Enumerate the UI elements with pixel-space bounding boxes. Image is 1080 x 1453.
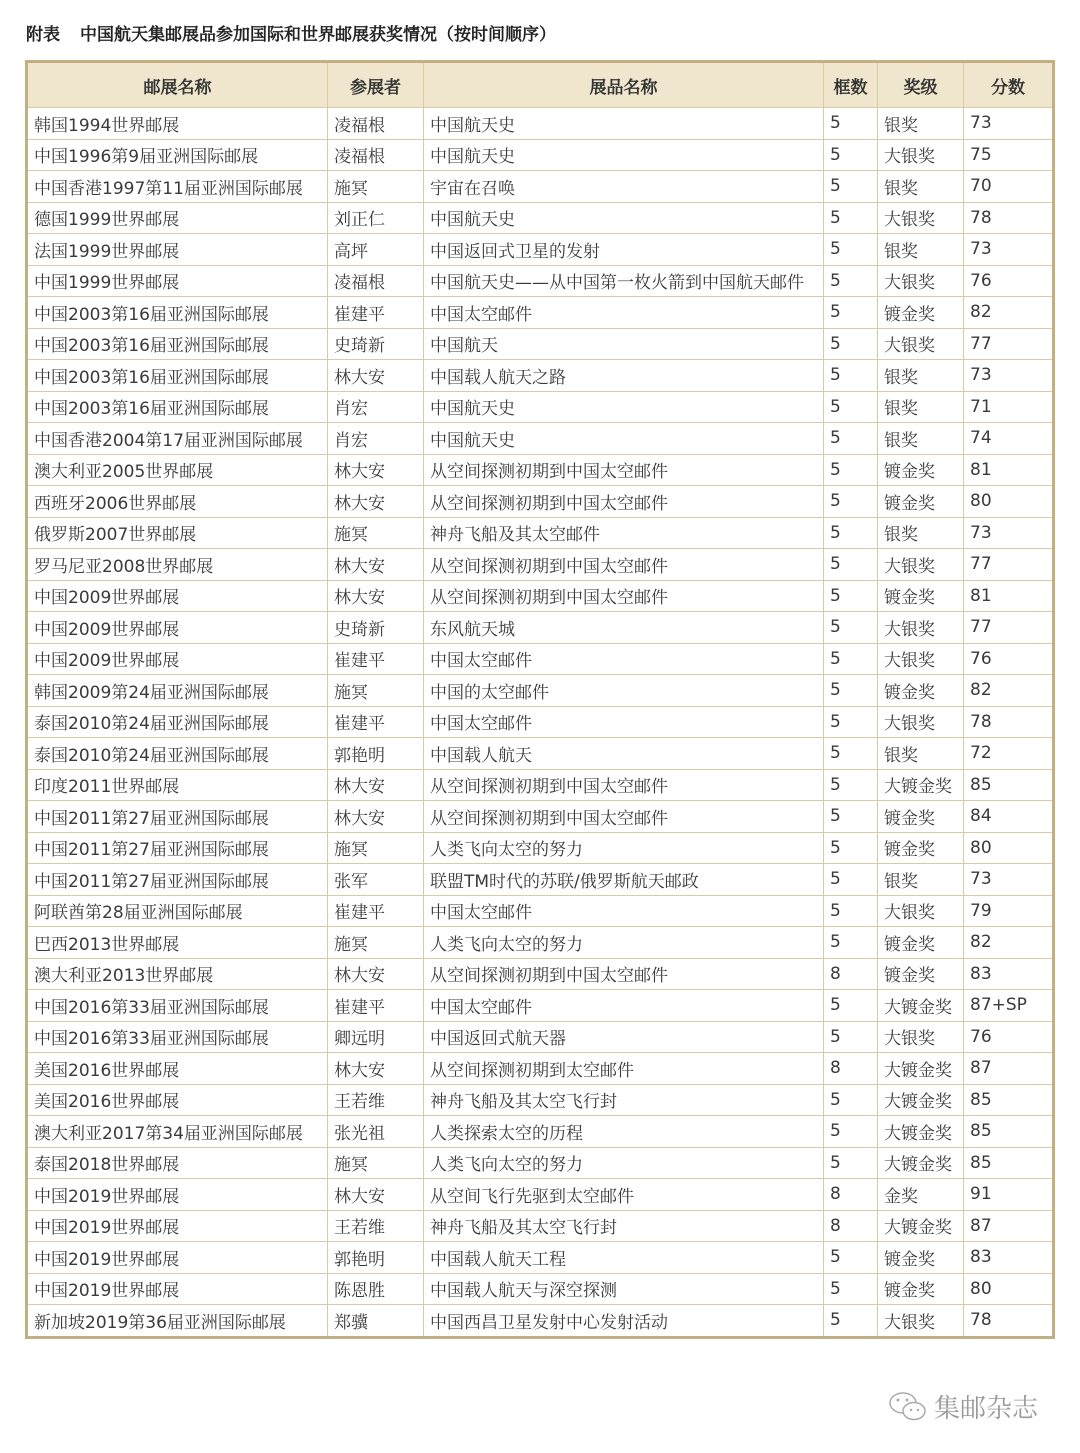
cell-award: 银奖: [878, 234, 964, 266]
table-row: [27, 895, 1054, 927]
cell-exhibition: 中国2011第27届亚洲国际邮展: [27, 864, 328, 896]
cell-exhibitor: 林大安: [328, 360, 424, 392]
cell-exhibition: 中国2009世界邮展: [27, 580, 328, 612]
column-header-award: 奖级: [878, 62, 964, 108]
cell-frames: 5: [824, 265, 878, 297]
cell-exhibitor: 崔建平: [328, 297, 424, 329]
cell-score: 80: [964, 832, 1054, 864]
cell-exhibition: 中国2011第27届亚洲国际邮展: [27, 801, 328, 833]
cell-exhibit: 从空间探测初期到中国太空邮件: [424, 801, 824, 833]
table-row: [27, 927, 1054, 959]
cell-exhibition: 中国2019世界邮展: [27, 1179, 328, 1211]
table-row: [27, 864, 1054, 896]
cell-exhibition: 中国2003第16届亚洲国际邮展: [27, 391, 328, 423]
cell-award: 镀金奖: [878, 958, 964, 990]
watermark: [888, 1388, 1038, 1425]
cell-exhibit: 从空间探测初期到中国太空邮件: [424, 958, 824, 990]
cell-score: 85: [964, 1084, 1054, 1116]
cell-score: 74: [964, 423, 1054, 455]
cell-exhibition: 澳大利亚2005世界邮展: [27, 454, 328, 486]
table-row: [27, 1179, 1054, 1211]
cell-award: 镀金奖: [878, 927, 964, 959]
cell-award: 镀金奖: [878, 832, 964, 864]
cell-exhibition: 韩国2009第24届亚洲国际邮展: [27, 675, 328, 707]
cell-score: 85: [964, 1116, 1054, 1148]
cell-exhibitor: 施冥: [328, 1147, 424, 1179]
cell-frames: 5: [824, 706, 878, 738]
cell-exhibitor: 崔建平: [328, 643, 424, 675]
cell-exhibitor: 郭艳明: [328, 1242, 424, 1274]
cell-exhibit: 东风航天城: [424, 612, 824, 644]
table-row: [27, 1116, 1054, 1148]
cell-frames: 5: [824, 612, 878, 644]
cell-frames: 5: [824, 517, 878, 549]
cell-score: 82: [964, 675, 1054, 707]
table-row: [27, 139, 1054, 171]
cell-exhibit: 中国航天史: [424, 423, 824, 455]
cell-exhibitor: 林大安: [328, 1179, 424, 1211]
cell-exhibition: 中国2019世界邮展: [27, 1273, 328, 1305]
table-row: [27, 643, 1054, 675]
cell-exhibitor: 施冥: [328, 927, 424, 959]
cell-award: 大银奖: [878, 1305, 964, 1338]
cell-exhibit: 中国航天: [424, 328, 824, 360]
cell-exhibition: 中国香港1997第11届亚洲国际邮展: [27, 171, 328, 203]
cell-exhibit: 中国航天史: [424, 202, 824, 234]
cell-score: 82: [964, 927, 1054, 959]
table-row: [27, 1021, 1054, 1053]
cell-award: 大银奖: [878, 549, 964, 581]
cell-award: 银奖: [878, 360, 964, 392]
cell-award: 大银奖: [878, 202, 964, 234]
table-row: [27, 108, 1054, 140]
cell-exhibition: 中国2019世界邮展: [27, 1242, 328, 1274]
cell-score: 83: [964, 958, 1054, 990]
table-row: [27, 769, 1054, 801]
cell-exhibit: 神舟飞船及其太空邮件: [424, 517, 824, 549]
cell-exhibit: 宇宙在召唤: [424, 171, 824, 203]
cell-exhibition: 中国香港2004第17届亚洲国际邮展: [27, 423, 328, 455]
cell-exhibition: 澳大利亚2017第34届亚洲国际邮展: [27, 1116, 328, 1148]
cell-frames: 5: [824, 139, 878, 171]
cell-award: 镀金奖: [878, 580, 964, 612]
cell-exhibitor: 林大安: [328, 580, 424, 612]
cell-exhibitor: 肖宏: [328, 423, 424, 455]
cell-exhibit: 中国西昌卫星发射中心发射活动: [424, 1305, 824, 1338]
cell-frames: 5: [824, 1116, 878, 1148]
cell-frames: 5: [824, 769, 878, 801]
table-row: [27, 1147, 1054, 1179]
table-row: [27, 391, 1054, 423]
cell-score: 79: [964, 895, 1054, 927]
cell-exhibit: 中国返回式航天器: [424, 1021, 824, 1053]
cell-exhibition: 澳大利亚2013世界邮展: [27, 958, 328, 990]
cell-award: 大镀金奖: [878, 1116, 964, 1148]
cell-award: 大银奖: [878, 895, 964, 927]
cell-award: 大银奖: [878, 265, 964, 297]
cell-award: 银奖: [878, 738, 964, 770]
cell-award: 镀金奖: [878, 454, 964, 486]
cell-exhibit: 联盟TM时代的苏联/俄罗斯航天邮政: [424, 864, 824, 896]
cell-frames: 5: [824, 486, 878, 518]
cell-exhibition: 俄罗斯2007世界邮展: [27, 517, 328, 549]
cell-exhibit: 从空间探测初期到中国太空邮件: [424, 580, 824, 612]
cell-frames: 5: [824, 234, 878, 266]
cell-exhibitor: 施冥: [328, 675, 424, 707]
column-header-exhibition: 邮展名称: [27, 62, 328, 108]
table-row: [27, 297, 1054, 329]
cell-award: 银奖: [878, 423, 964, 455]
cell-exhibition: 中国2003第16届亚洲国际邮展: [27, 360, 328, 392]
cell-award: 镀金奖: [878, 675, 964, 707]
cell-award: 银奖: [878, 864, 964, 896]
cell-award: 大银奖: [878, 139, 964, 171]
cell-exhibition: 中国2011第27届亚洲国际邮展: [27, 832, 328, 864]
cell-score: 77: [964, 328, 1054, 360]
cell-exhibition: 西班牙2006世界邮展: [27, 486, 328, 518]
table-row: [27, 517, 1054, 549]
cell-award: 大银奖: [878, 612, 964, 644]
column-header-exhibitor: 参展者: [328, 62, 424, 108]
cell-exhibit: 中国返回式卫星的发射: [424, 234, 824, 266]
table-row: [27, 738, 1054, 770]
table-row: [27, 234, 1054, 266]
table-row: [27, 580, 1054, 612]
cell-exhibition: 中国2003第16届亚洲国际邮展: [27, 328, 328, 360]
cell-frames: 5: [824, 832, 878, 864]
cell-score: 78: [964, 706, 1054, 738]
cell-exhibitor: 施冥: [328, 517, 424, 549]
cell-frames: 5: [824, 990, 878, 1022]
cell-exhibitor: 陈恩胜: [328, 1273, 424, 1305]
cell-exhibition: 美国2016世界邮展: [27, 1053, 328, 1085]
cell-exhibit: 中国太空邮件: [424, 643, 824, 675]
cell-score: 87: [964, 1053, 1054, 1085]
cell-award: 镀金奖: [878, 1242, 964, 1274]
cell-frames: 5: [824, 1273, 878, 1305]
cell-exhibition: 泰国2010第24届亚洲国际邮展: [27, 738, 328, 770]
cell-exhibit: 中国航天史——从中国第一枚火箭到中国航天邮件: [424, 265, 824, 297]
cell-exhibit: 中国太空邮件: [424, 297, 824, 329]
table-row: [27, 202, 1054, 234]
cell-exhibit: 从空间飞行先驱到太空邮件: [424, 1179, 824, 1211]
cell-exhibit: 从空间探测初期到中国太空邮件: [424, 486, 824, 518]
cell-award: 镀金奖: [878, 297, 964, 329]
cell-frames: 5: [824, 895, 878, 927]
cell-award: 镀金奖: [878, 1273, 964, 1305]
cell-score: 80: [964, 486, 1054, 518]
cell-exhibition: 罗马尼亚2008世界邮展: [27, 549, 328, 581]
cell-award: 大镀金奖: [878, 990, 964, 1022]
cell-exhibitor: 林大安: [328, 958, 424, 990]
cell-frames: 5: [824, 202, 878, 234]
cell-score: 91: [964, 1179, 1054, 1211]
cell-exhibit: 从空间探测初期到中国太空邮件: [424, 454, 824, 486]
table-row: [27, 1084, 1054, 1116]
cell-score: 72: [964, 738, 1054, 770]
cell-exhibitor: 史琦新: [328, 612, 424, 644]
cell-score: 87+SP: [964, 990, 1054, 1022]
cell-exhibit: 从空间探测初期到中国太空邮件: [424, 769, 824, 801]
cell-exhibit: 中国载人航天工程: [424, 1242, 824, 1274]
cell-exhibition: 中国2003第16届亚洲国际邮展: [27, 297, 328, 329]
cell-award: 大银奖: [878, 328, 964, 360]
table-row: [27, 1210, 1054, 1242]
table-row: [27, 1305, 1054, 1338]
awards-table: [25, 60, 1055, 1339]
cell-frames: 5: [824, 297, 878, 329]
cell-score: 84: [964, 801, 1054, 833]
cell-exhibitor: 林大安: [328, 486, 424, 518]
cell-exhibitor: 王若维: [328, 1210, 424, 1242]
cell-exhibit: 中国载人航天: [424, 738, 824, 770]
cell-score: 71: [964, 391, 1054, 423]
cell-score: 76: [964, 643, 1054, 675]
cell-score: 70: [964, 171, 1054, 203]
cell-exhibit: 中国航天史: [424, 139, 824, 171]
cell-frames: 5: [824, 454, 878, 486]
cell-exhibition: 泰国2010第24届亚洲国际邮展: [27, 706, 328, 738]
cell-exhibitor: 郭艳明: [328, 738, 424, 770]
cell-exhibit: 中国太空邮件: [424, 895, 824, 927]
cell-score: 73: [964, 234, 1054, 266]
cell-frames: 5: [824, 1305, 878, 1338]
cell-award: 大镀金奖: [878, 1210, 964, 1242]
cell-frames: 8: [824, 1210, 878, 1242]
cell-frames: 5: [824, 391, 878, 423]
cell-frames: 5: [824, 675, 878, 707]
cell-frames: 5: [824, 927, 878, 959]
cell-score: 87: [964, 1210, 1054, 1242]
cell-score: 78: [964, 202, 1054, 234]
cell-score: 77: [964, 612, 1054, 644]
cell-frames: 5: [824, 549, 878, 581]
cell-frames: 5: [824, 1084, 878, 1116]
cell-exhibitor: 施冥: [328, 832, 424, 864]
cell-exhibit: 人类飞向太空的努力: [424, 1147, 824, 1179]
table-row: [27, 360, 1054, 392]
cell-frames: 5: [824, 171, 878, 203]
cell-exhibition: 中国1996第9届亚洲国际邮展: [27, 139, 328, 171]
cell-score: 85: [964, 769, 1054, 801]
table-row: [27, 801, 1054, 833]
cell-exhibition: 中国2016第33届亚洲国际邮展: [27, 990, 328, 1022]
cell-award: 镀金奖: [878, 801, 964, 833]
cell-exhibit: 人类探索太空的历程: [424, 1116, 824, 1148]
cell-exhibition: 中国1999世界邮展: [27, 265, 328, 297]
cell-exhibit: 中国太空邮件: [424, 990, 824, 1022]
cell-frames: 8: [824, 1179, 878, 1211]
cell-score: 83: [964, 1242, 1054, 1274]
cell-award: 银奖: [878, 108, 964, 140]
table-row: [27, 265, 1054, 297]
cell-exhibitor: 凌福根: [328, 108, 424, 140]
cell-exhibitor: 崔建平: [328, 895, 424, 927]
cell-exhibition: 阿联酋第28届亚洲国际邮展: [27, 895, 328, 927]
cell-score: 73: [964, 360, 1054, 392]
cell-exhibition: 中国2019世界邮展: [27, 1210, 328, 1242]
cell-exhibit: 中国载人航天与深空探测: [424, 1273, 824, 1305]
cell-exhibitor: 凌福根: [328, 265, 424, 297]
column-header-score: 分数: [964, 62, 1054, 108]
cell-frames: 5: [824, 328, 878, 360]
cell-award: 大银奖: [878, 1021, 964, 1053]
cell-exhibitor: 林大安: [328, 454, 424, 486]
table-row: [27, 454, 1054, 486]
cell-award: 大镀金奖: [878, 769, 964, 801]
table-row: [27, 171, 1054, 203]
cell-exhibitor: 张光祖: [328, 1116, 424, 1148]
table-row: [27, 328, 1054, 360]
cell-exhibition: 新加坡2019第36届亚洲国际邮展: [27, 1305, 328, 1338]
cell-award: 金奖: [878, 1179, 964, 1211]
cell-score: 81: [964, 580, 1054, 612]
title-text: 中国航天集邮展品参加国际和世界邮展获奖情况（按时间顺序）: [80, 25, 556, 45]
table-row: [27, 1242, 1054, 1274]
cell-score: 76: [964, 265, 1054, 297]
cell-frames: 5: [824, 108, 878, 140]
cell-frames: 5: [824, 1021, 878, 1053]
cell-exhibition: 韩国1994世界邮展: [27, 108, 328, 140]
cell-exhibit: 从空间探测初期到中国太空邮件: [424, 549, 824, 581]
cell-score: 75: [964, 139, 1054, 171]
cell-exhibition: 中国2009世界邮展: [27, 612, 328, 644]
title-prefix: 附表: [26, 25, 60, 45]
wechat-icon: [888, 1390, 928, 1424]
table-row: [27, 612, 1054, 644]
cell-exhibitor: 崔建平: [328, 706, 424, 738]
cell-exhibitor: 卿远明: [328, 1021, 424, 1053]
table-row: [27, 423, 1054, 455]
cell-award: 银奖: [878, 517, 964, 549]
cell-exhibitor: 林大安: [328, 549, 424, 581]
column-header-exhibit: 展品名称: [424, 62, 824, 108]
cell-score: 77: [964, 549, 1054, 581]
column-header-frames: 框数: [824, 62, 878, 108]
cell-score: 73: [964, 517, 1054, 549]
cell-exhibitor: 高坪: [328, 234, 424, 266]
cell-exhibit: 中国的太空邮件: [424, 675, 824, 707]
table-row: [27, 675, 1054, 707]
table-row: [27, 1273, 1054, 1305]
table-row: [27, 958, 1054, 990]
cell-score: 82: [964, 297, 1054, 329]
cell-award: 银奖: [878, 171, 964, 203]
cell-exhibitor: 林大安: [328, 769, 424, 801]
cell-exhibition: 德国1999世界邮展: [27, 202, 328, 234]
cell-frames: 5: [824, 1242, 878, 1274]
cell-score: 81: [964, 454, 1054, 486]
cell-exhibition: 中国2016第33届亚洲国际邮展: [27, 1021, 328, 1053]
cell-score: 73: [964, 108, 1054, 140]
cell-frames: 5: [824, 1147, 878, 1179]
cell-exhibit: 从空间探测初期到太空邮件: [424, 1053, 824, 1085]
cell-award: 大镀金奖: [878, 1084, 964, 1116]
cell-exhibit: 神舟飞船及其太空飞行封: [424, 1210, 824, 1242]
table-title: [26, 20, 576, 45]
cell-frames: 5: [824, 580, 878, 612]
cell-award: 大镀金奖: [878, 1053, 964, 1085]
cell-award: 大银奖: [878, 706, 964, 738]
cell-score: 78: [964, 1305, 1054, 1338]
cell-frames: 5: [824, 360, 878, 392]
table-row: [27, 1053, 1054, 1085]
cell-exhibition: 美国2016世界邮展: [27, 1084, 328, 1116]
cell-exhibition: 巴西2013世界邮展: [27, 927, 328, 959]
cell-exhibitor: 林大安: [328, 1053, 424, 1085]
cell-award: 银奖: [878, 391, 964, 423]
cell-exhibit: 中国航天史: [424, 391, 824, 423]
table-row: [27, 549, 1054, 581]
table-header: [27, 62, 1054, 108]
cell-exhibition: 法国1999世界邮展: [27, 234, 328, 266]
cell-exhibitor: 崔建平: [328, 990, 424, 1022]
cell-score: 85: [964, 1147, 1054, 1179]
cell-exhibitor: 林大安: [328, 801, 424, 833]
cell-exhibition: 印度2011世界邮展: [27, 769, 328, 801]
cell-exhibitor: 郑骥: [328, 1305, 424, 1338]
cell-award: 大银奖: [878, 643, 964, 675]
cell-exhibitor: 张军: [328, 864, 424, 896]
cell-exhibit: 中国航天史: [424, 108, 824, 140]
cell-score: 76: [964, 1021, 1054, 1053]
cell-frames: 5: [824, 864, 878, 896]
cell-exhibitor: 史琦新: [328, 328, 424, 360]
cell-exhibitor: 王若维: [328, 1084, 424, 1116]
cell-score: 80: [964, 1273, 1054, 1305]
cell-frames: 5: [824, 801, 878, 833]
cell-exhibitor: 刘正仁: [328, 202, 424, 234]
cell-frames: 5: [824, 738, 878, 770]
cell-exhibition: 中国2009世界邮展: [27, 643, 328, 675]
cell-exhibit: 人类飞向太空的努力: [424, 832, 824, 864]
cell-exhibit: 中国载人航天之路: [424, 360, 824, 392]
cell-exhibitor: 施冥: [328, 171, 424, 203]
cell-exhibitor: 肖宏: [328, 391, 424, 423]
watermark-text: 集邮杂志: [934, 1394, 1039, 1424]
table-row: [27, 486, 1054, 518]
cell-frames: 5: [824, 423, 878, 455]
cell-frames: 8: [824, 958, 878, 990]
cell-exhibit: 神舟飞船及其太空飞行封: [424, 1084, 824, 1116]
table-row: [27, 832, 1054, 864]
cell-exhibit: 人类飞向太空的努力: [424, 927, 824, 959]
cell-score: 73: [964, 864, 1054, 896]
table-row: [27, 990, 1054, 1022]
cell-award: 大镀金奖: [878, 1147, 964, 1179]
cell-award: 镀金奖: [878, 486, 964, 518]
cell-exhibitor: 凌福根: [328, 139, 424, 171]
cell-frames: 5: [824, 643, 878, 675]
cell-exhibition: 泰国2018世界邮展: [27, 1147, 328, 1179]
cell-exhibit: 中国太空邮件: [424, 706, 824, 738]
cell-frames: 8: [824, 1053, 878, 1085]
table-row: [27, 706, 1054, 738]
